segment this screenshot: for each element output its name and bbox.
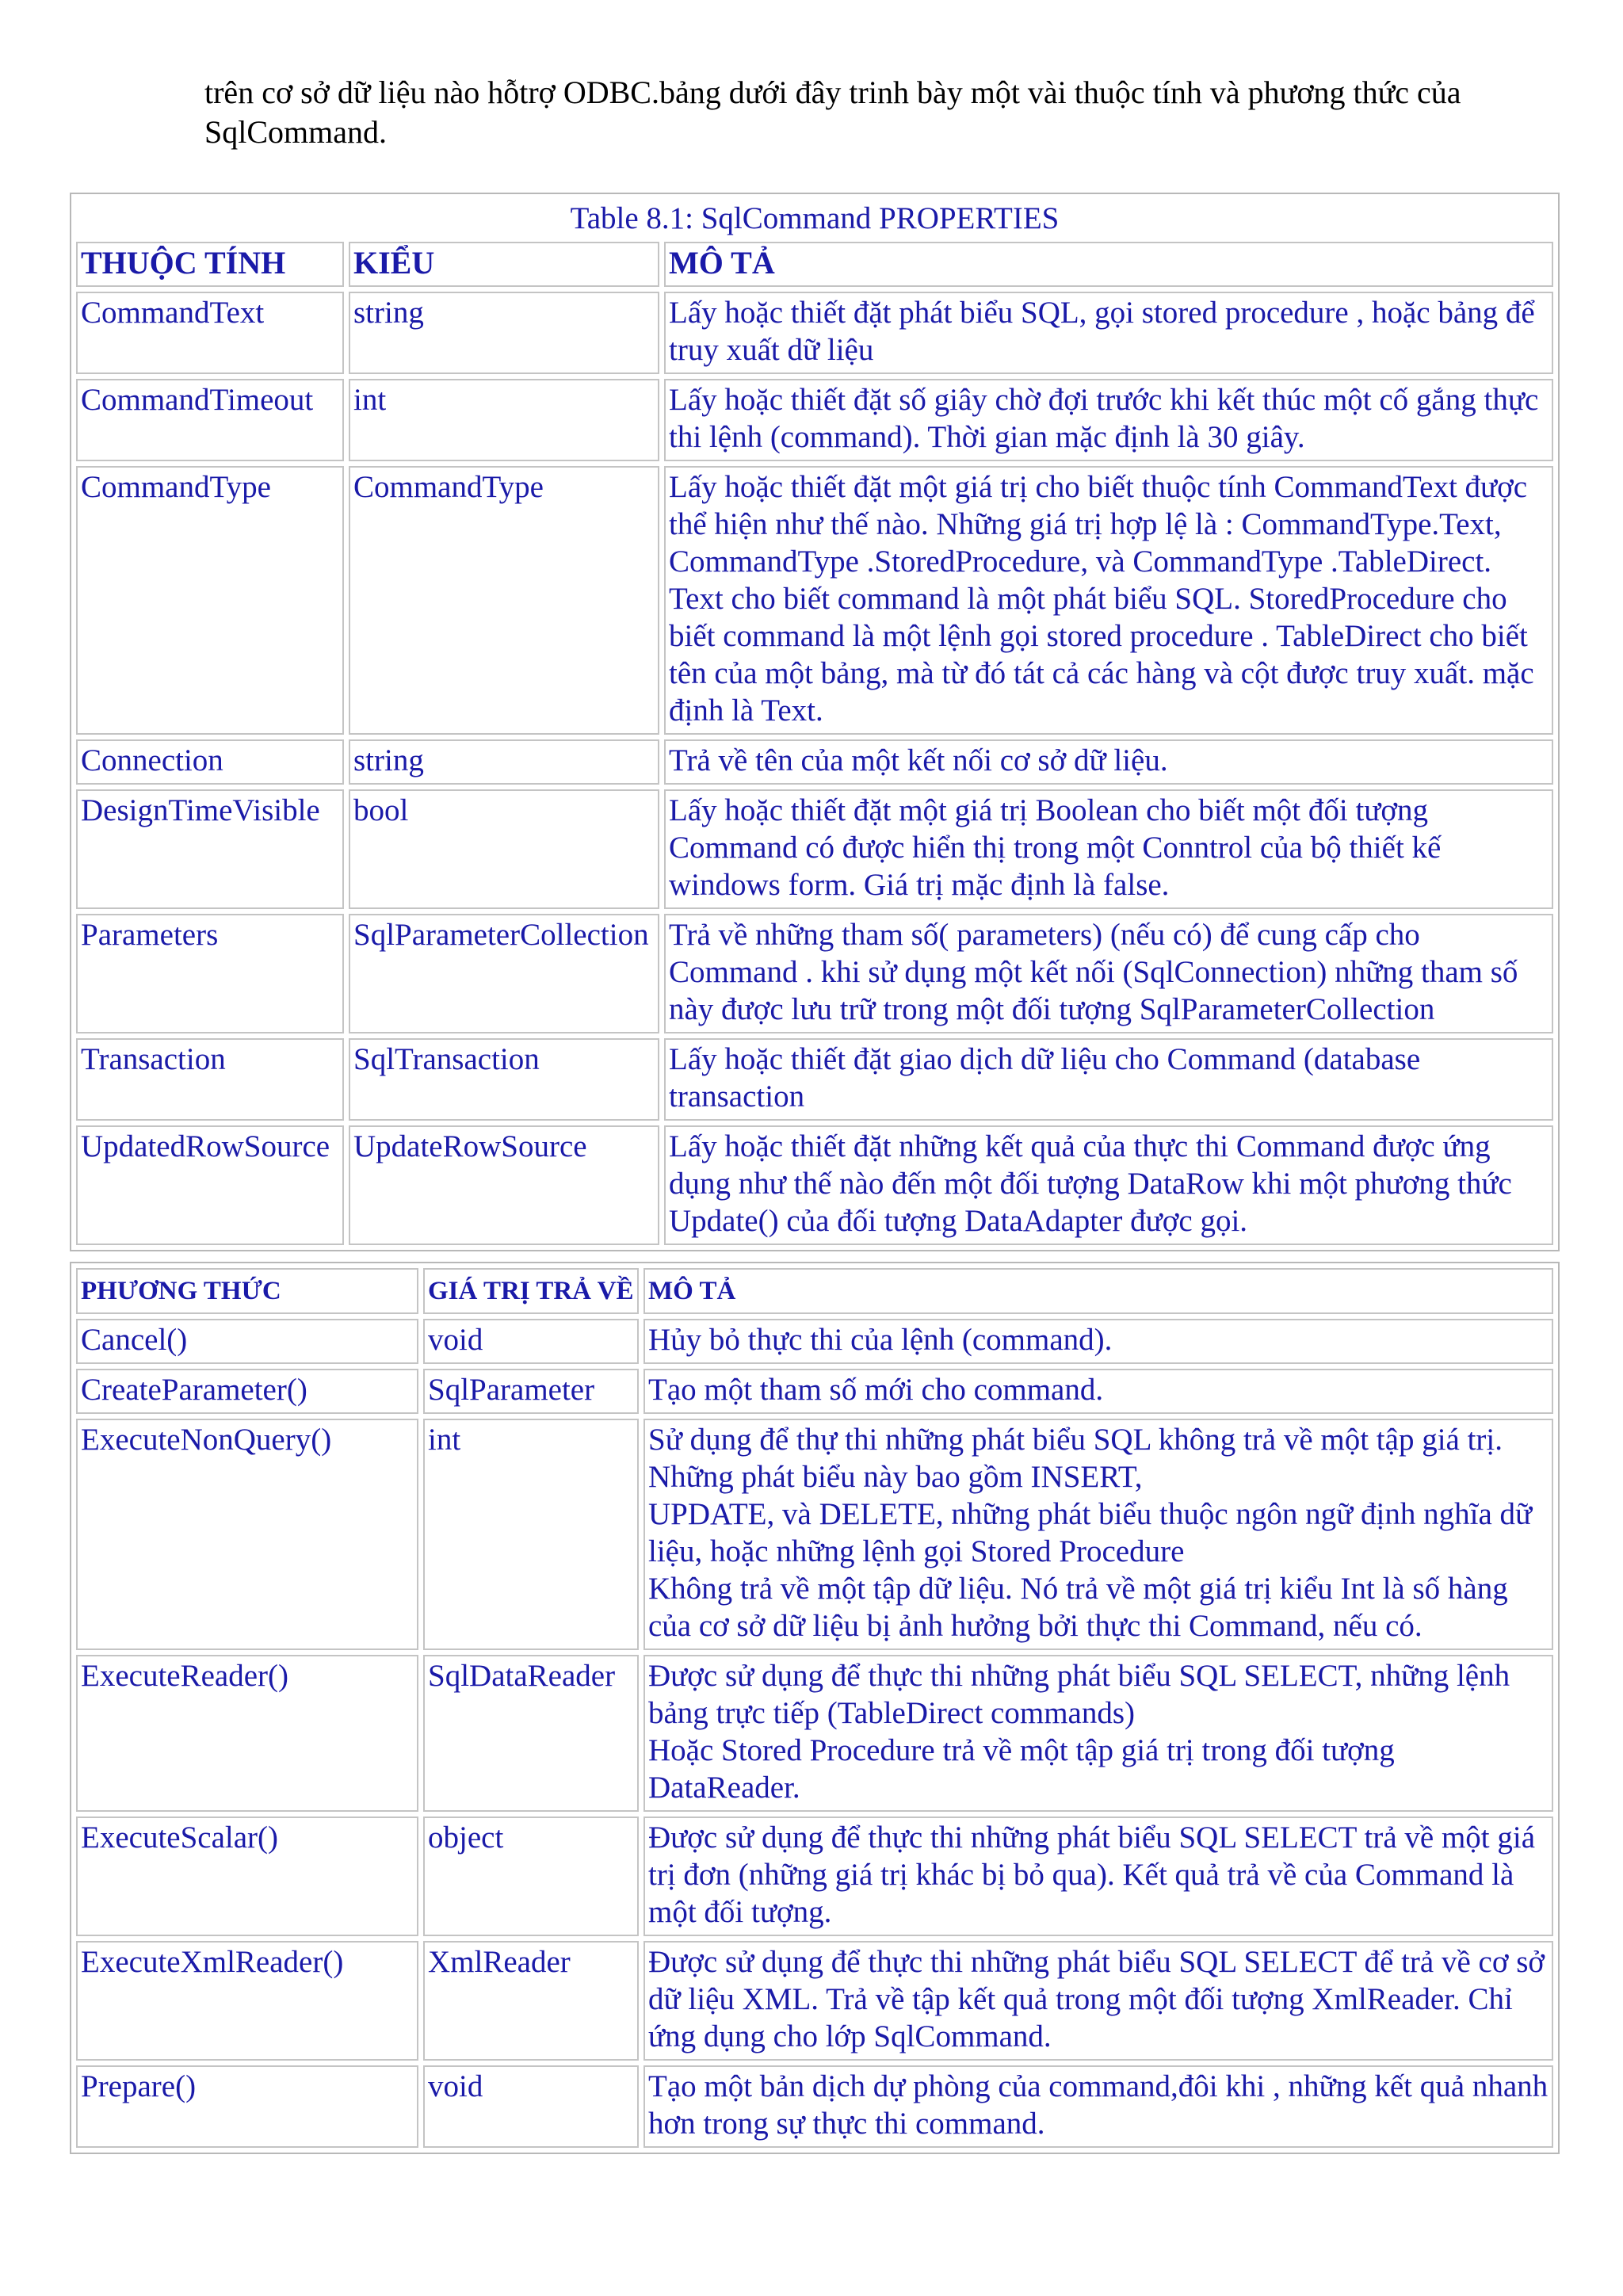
property-name: CommandText — [76, 292, 344, 374]
table-row — [76, 1941, 1553, 2061]
method-name: Cancel() — [76, 1319, 418, 1364]
method-name: ExecuteXmlReader() — [76, 1941, 418, 2061]
property-description: Lấy hoặc thiết đặt một giá trị cho biết thuộc tính CommandText được thể hiện như thế nào. Những giá trị hợp lệ là : CommandType.Text, CommandType .StoredProcedure, và CommandType .TableDirect. Text cho biết command là một phát biểu SQL. StoredProcedure cho biết command là một lệnh gọi stored procedure . TableDirect cho biết tên của một bảng, mà từ đó tát cả các hàng và cột được truy xuất. mặc định là Text. — [664, 466, 1553, 735]
property-name: UpdatedRowSource — [76, 1125, 344, 1245]
header-type: KIỂU — [349, 242, 659, 287]
property-name: Connection — [76, 739, 344, 785]
table-row — [76, 379, 1553, 461]
method-return-type: int — [423, 1419, 639, 1650]
method-description: Tạo một bản dịch dự phòng của command,đôi khi , những kết quả nhanh hơn trong sự thực thi command. — [643, 2065, 1553, 2148]
header-property: THUỘC TÍNH — [76, 242, 344, 287]
methods-table — [70, 1262, 1560, 2154]
property-name: CommandType — [76, 466, 344, 735]
property-name: Parameters — [76, 914, 344, 1033]
method-name: ExecuteScalar() — [76, 1817, 418, 1936]
property-type: int — [349, 379, 659, 461]
table-row — [76, 1655, 1553, 1812]
table-row — [76, 1817, 1553, 1936]
method-description: Được sử dụng để thực thi những phát biểu SQL SELECT để trả về cơ sở dữ liệu XML. Trả về tập kết quả trong một đối tượng XmlReader. Chỉ ứng dụng cho lớp SqlCommand. — [643, 1941, 1553, 2061]
method-description: Sử dụng để thự thi những phát biểu SQL không trả về một tập giá trị. Những phát biểu này bao gồm INSERT, UPDATE, và DELETE, những phát biểu thuộc ngôn ngữ định nghĩa dữ liệu, hoặc những lệnh gọi Stored Procedure Không trả về một tập dữ liệu. Nó trả về một giá trị kiểu Int là số hàng của cơ sở dữ liệu bị ảnh hưởng bởi thực thi Command, nếu có. — [643, 1419, 1553, 1650]
method-return-type: void — [423, 2065, 639, 2148]
method-name: ExecuteReader() — [76, 1655, 418, 1812]
property-description: Lấy hoặc thiết đặt những kết quả của thực thi Command được ứng dụng như thế nào đến một đối tượng DataRow khi một phương thức Update() của đối tượng DataAdapter được gọi. — [664, 1125, 1553, 1245]
property-name: CommandTimeout — [76, 379, 344, 461]
method-description: Hủy bỏ thực thi của lệnh (command). — [643, 1319, 1553, 1364]
table-row — [76, 914, 1553, 1033]
property-description: Trả về tên của một kết nối cơ sở dữ liệu. — [664, 739, 1553, 785]
property-name: Transaction — [76, 1038, 344, 1121]
header-description: MÔ TẢ — [664, 242, 1553, 287]
property-type: SqlTransaction — [349, 1038, 659, 1121]
property-description: Lấy hoặc thiết đặt giao dịch dữ liệu cho Command (database transaction — [664, 1038, 1553, 1121]
table-row — [76, 1125, 1553, 1245]
property-type: CommandType — [349, 466, 659, 735]
method-name: CreateParameter() — [76, 1369, 418, 1414]
intro-paragraph: trên cơ sở dữ liệu nào hỗtrợ ODBC.bảng dưới đây trinh bày một vài thuộc tính và phương thức của SqlCommand. — [204, 74, 1461, 150]
method-return-type: XmlReader — [423, 1941, 639, 2061]
table-row — [76, 1419, 1553, 1650]
method-description: Tạo một tham số mới cho command. — [643, 1369, 1553, 1414]
table-row — [76, 789, 1553, 909]
method-return-type: SqlDataReader — [423, 1655, 639, 1812]
property-description: Lấy hoặc thiết đặt một giá trị Boolean cho biết một đối tượng Command có được hiển thị trong một Conntrol của bộ thiết kế windows form. Giá trị mặc định là false. — [664, 789, 1553, 909]
property-description: Lấy hoặc thiết đặt số giây chờ đợi trước khi kết thúc một cố gắng thực thi lệnh (command). Thời gian mặc định là 30 giây. — [664, 379, 1553, 461]
table-row — [76, 292, 1553, 374]
method-description: Được sử dụng để thực thi những phát biểu SQL SELECT, những lệnh bảng trực tiếp (TableDirect commands) Hoặc Stored Procedure trả về một tập giá trị trong đối tượng DataReader. — [643, 1655, 1553, 1812]
property-name: DesignTimeVisible — [76, 789, 344, 909]
header-description: MÔ TẢ — [643, 1268, 1553, 1314]
table-row — [76, 1038, 1553, 1121]
table-row — [76, 739, 1553, 785]
property-type: bool — [349, 789, 659, 909]
property-type: UpdateRowSource — [349, 1125, 659, 1245]
table-row — [76, 2065, 1553, 2148]
table-row — [76, 1369, 1553, 1414]
table-row — [76, 1319, 1553, 1364]
property-description: Trả về những tham số( parameters) (nếu có) để cung cấp cho Command . khi sử dụng một kết nối (SqlConnection) những tham số này được lưu trữ trong một đối tượng SqlParameterCollection — [664, 914, 1553, 1033]
property-type: SqlParameterCollection — [349, 914, 659, 1033]
method-return-type: SqlParameter — [423, 1369, 639, 1414]
table-caption: Table 8.1: SqlCommand PROPERTIES — [570, 201, 1060, 235]
properties-table — [70, 193, 1560, 1251]
method-description: Được sử dụng để thực thi những phát biểu SQL SELECT trả về một giá trị đơn (những giá trị khác bị bỏ qua). Kết quả trả về của Command là một đối tượng. — [643, 1817, 1553, 1936]
property-type: string — [349, 739, 659, 785]
property-type: string — [349, 292, 659, 374]
table-row — [76, 466, 1553, 735]
method-name: Prepare() — [76, 2065, 418, 2148]
header-return-value: GIÁ TRỊ TRẢ VỀ — [423, 1268, 639, 1314]
method-return-type: void — [423, 1319, 639, 1364]
method-name: ExecuteNonQuery() — [76, 1419, 418, 1650]
method-return-type: object — [423, 1817, 639, 1936]
property-description: Lấy hoặc thiết đặt phát biểu SQL, gọi stored procedure , hoặc bảng để truy xuất dữ liệu — [664, 292, 1553, 374]
header-method: PHƯƠNG THỨC — [76, 1268, 418, 1314]
